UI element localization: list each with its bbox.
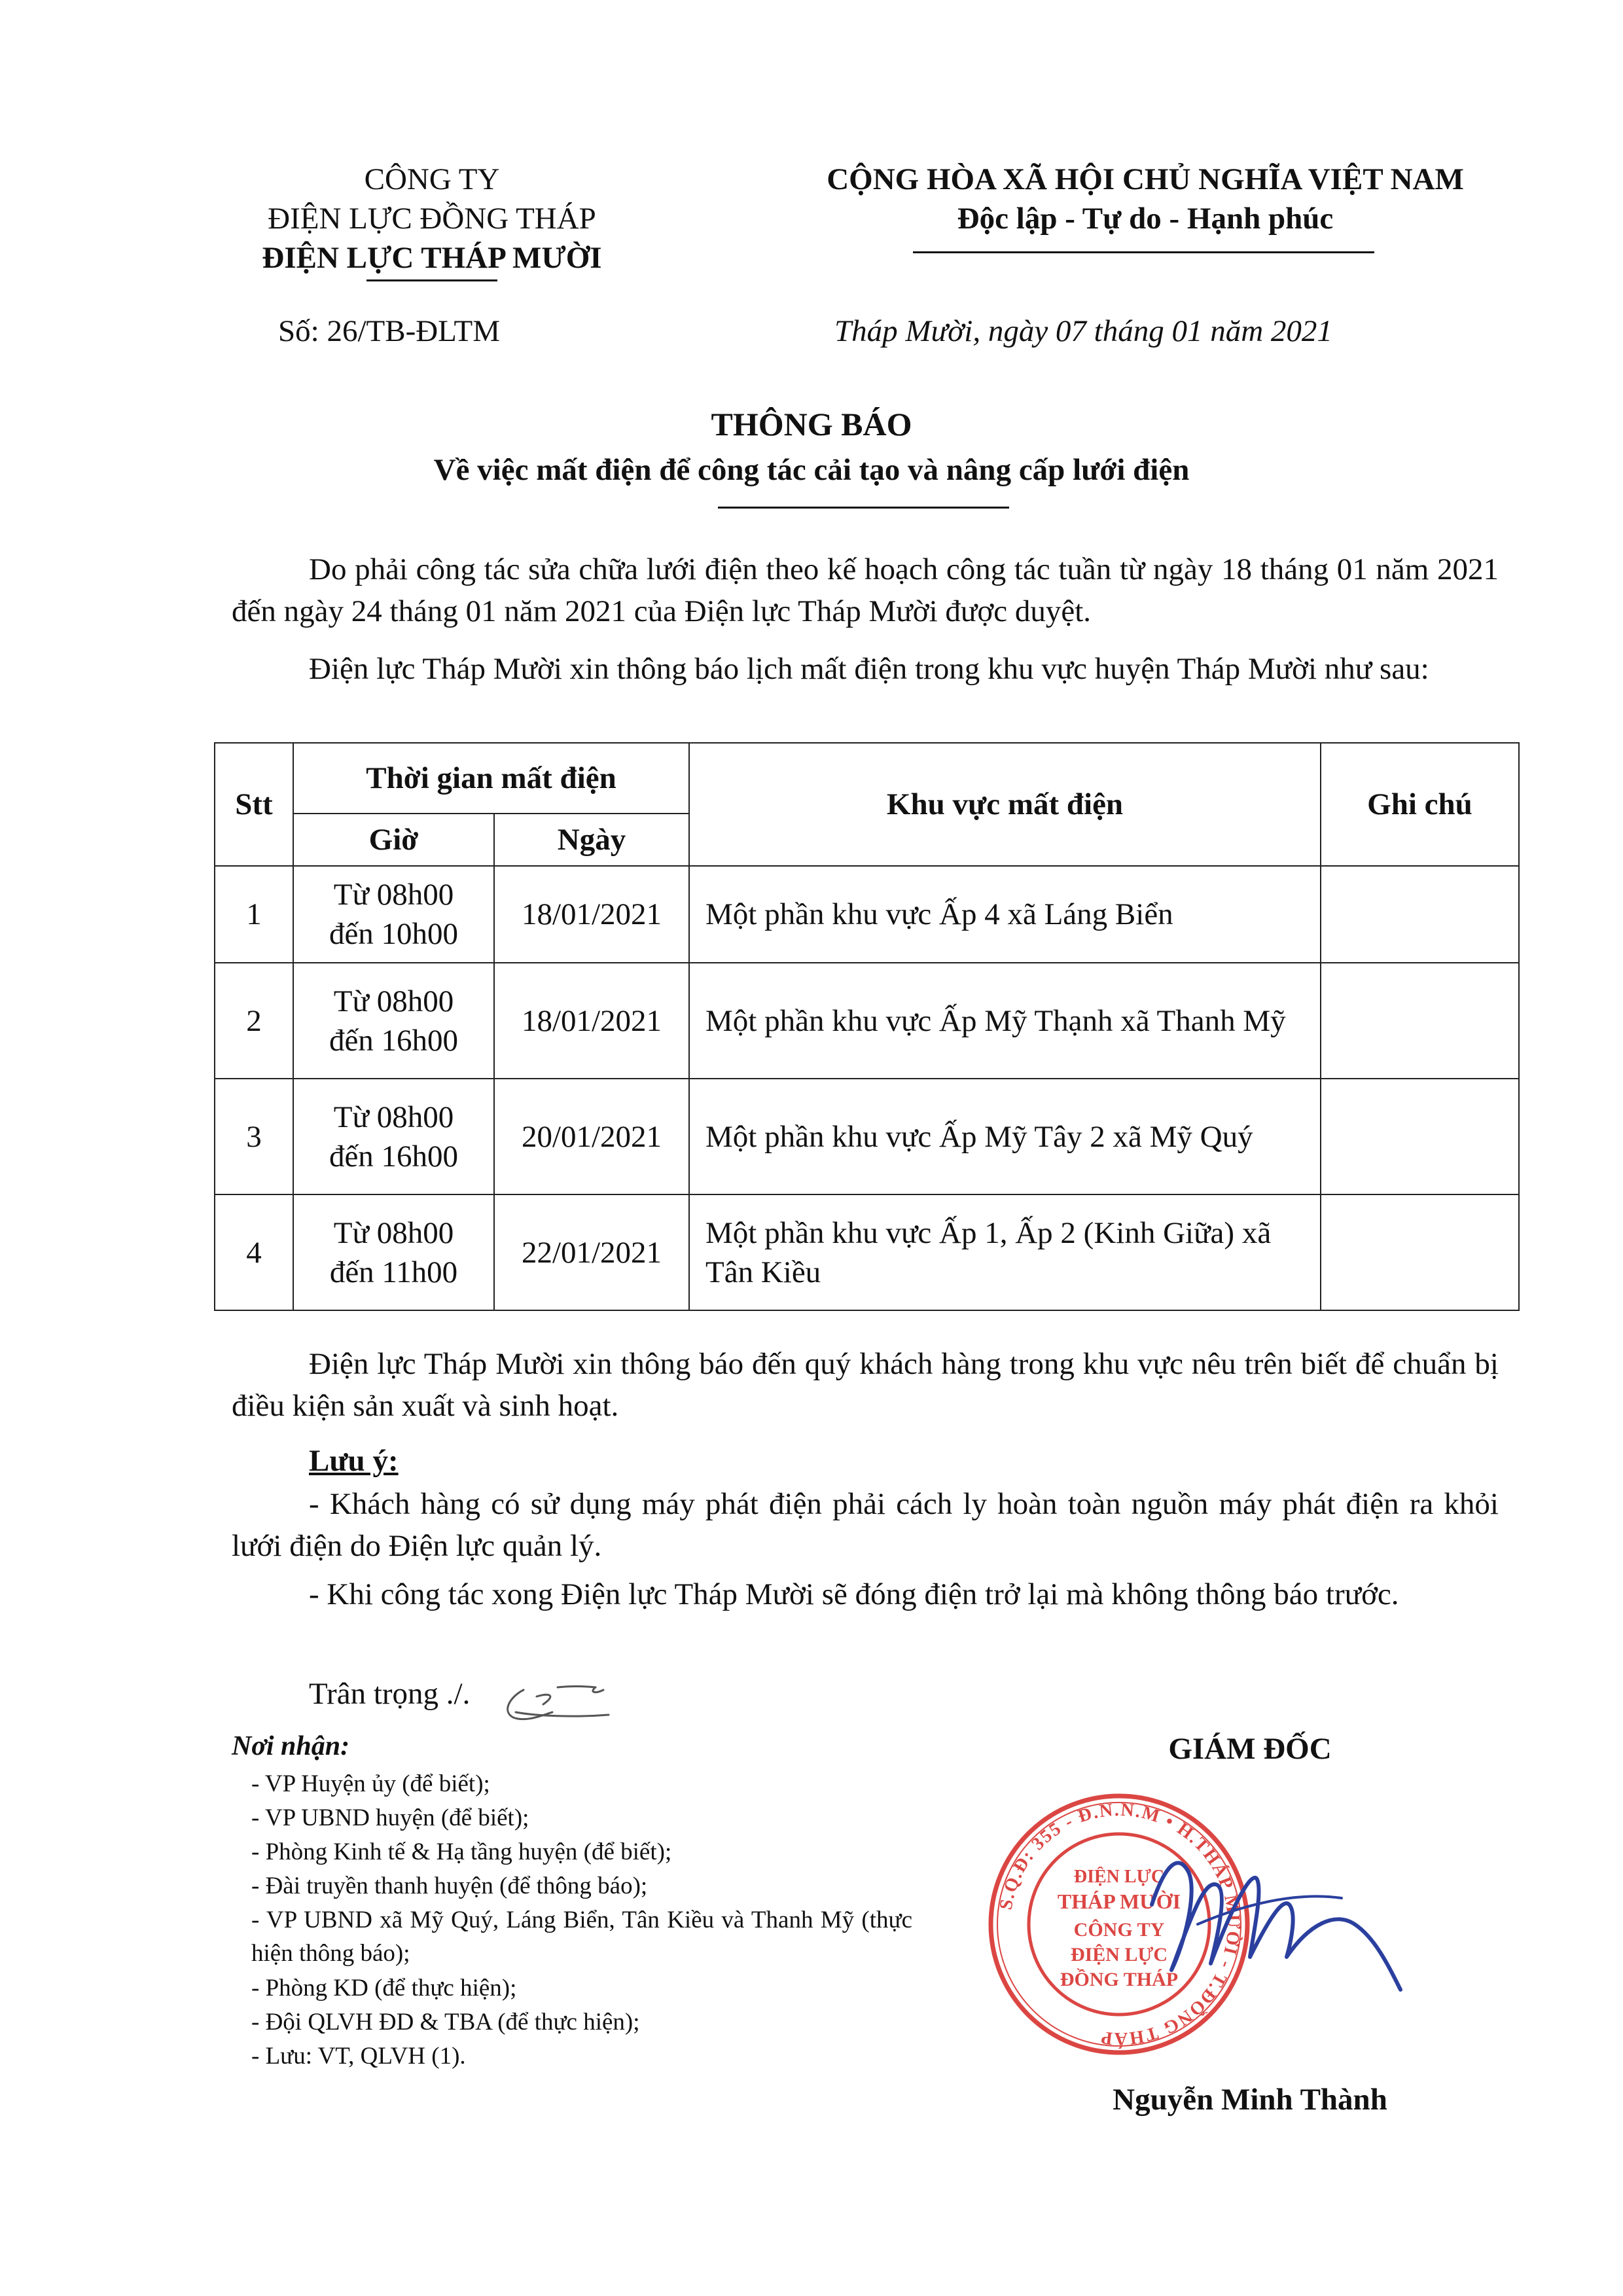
hour-to: đến 16h00: [329, 1023, 459, 1058]
recipient-item: - Phòng Kinh tế & Hạ tầng huyện (để biết);: [251, 1839, 672, 1865]
cell-date: 18/01/2021: [494, 963, 689, 1079]
customer-notice-paragraph: [232, 1343, 1499, 1427]
signer-name: Nguyễn Minh Thành: [1113, 2083, 1387, 2117]
intro-paragraph: [232, 548, 1499, 632]
cell-area: Một phần khu vực Ấp Mỹ Tây 2 xã Mỹ Quý: [689, 1079, 1321, 1194]
national-motto: Độc lập - Tự do - Hạnh phúc: [957, 202, 1334, 236]
document-subtitle: Về việc mất điện để công tác cải tạo và nâng cấp lưới điện: [433, 453, 1190, 487]
header-hour: Giờ: [293, 814, 494, 866]
note-generator-text: - Khách hàng có sử dụng máy phát điện phải cách ly hoàn toàn nguồn máy phát điện ra khỏi lưới điện do Điện lực quản lý.: [232, 1487, 1499, 1563]
outage-schedule-table: [214, 742, 1520, 1311]
org-name: ĐIỆN LỰC ĐỒNG THÁP: [268, 202, 596, 236]
cell-area: Một phần khu vực Ấp 1, Ấp 2 (Kinh Giữa) xã Tân Kiều: [689, 1194, 1321, 1310]
note-generator-paragraph: [232, 1483, 1499, 1567]
seal-inner-line: THÁP MƯỜI: [1057, 1890, 1181, 1913]
seal-inner-line: CÔNG TY: [1073, 1919, 1165, 1941]
org-parent-company: CÔNG TY: [364, 162, 500, 196]
note-reconnect-text: - Khi công tác xong Điện lực Tháp Mười sẽ đóng điện trở lại mà không thông báo trước.: [309, 1577, 1399, 1611]
cell-date: 20/01/2021: [494, 1079, 689, 1194]
hour-from: Từ 08h00: [333, 878, 454, 912]
hour-to: đến 16h00: [329, 1139, 459, 1174]
table-row: [215, 866, 1519, 963]
table-row: [215, 1079, 1519, 1194]
cell-stt: 3: [215, 1079, 293, 1194]
document-number: Số: 26/TB-ĐLTM: [278, 314, 501, 348]
cell-date: 22/01/2021: [494, 1194, 689, 1310]
recipient-item: - VP UBND huyện (để biết);: [251, 1804, 529, 1831]
title-underline: [718, 507, 1009, 509]
hour-from: Từ 08h00: [333, 1215, 454, 1250]
cell-hour: [293, 963, 494, 1079]
seal-inner-line: ĐỒNG THÁP: [1060, 1969, 1179, 1990]
cell-note: [1321, 866, 1519, 963]
hour-to: đến 10h00: [329, 917, 459, 951]
schedule-intro-text: Điện lực Tháp Mười xin thông báo lịch mất điện trong khu vực huyện Tháp Mười như sau:: [309, 652, 1429, 686]
seal-outer-text: S.Q.Đ: 355 - Đ.N.N.M • H.THÁP MƯỜI - T.ĐỒNG THÁP: [995, 1799, 1244, 2049]
cell-note: [1321, 1194, 1519, 1310]
org-underline: [366, 279, 497, 281]
header-outage-area: Khu vực mất điện: [689, 743, 1321, 866]
nation-title: CỘNG HÒA XÃ HỘI CHỦ NGHĨA VIỆT NAM: [827, 162, 1464, 196]
cell-note: [1321, 963, 1519, 1079]
closing-remark: Trân trọng ./.: [309, 1677, 471, 1711]
header-stt: Stt: [215, 743, 293, 866]
recipient-item: - Đài truyền thanh huyện (để thông báo);: [251, 1873, 648, 1899]
recipient-item: - Đội QLVH ĐD & TBA (để thực hiện);: [251, 2009, 640, 2036]
hour-from: Từ 08h00: [333, 984, 454, 1018]
header-note: Ghi chú: [1321, 743, 1519, 866]
document-title: THÔNG BÁO: [711, 406, 912, 442]
cell-stt: 4: [215, 1194, 293, 1310]
header-outage-time: Thời gian mất điện: [293, 743, 689, 814]
table-row: [215, 1194, 1519, 1310]
initials-mark: [497, 1677, 615, 1729]
org-unit: ĐIỆN LỰC THÁP MƯỜI: [262, 241, 602, 275]
recipients-label: Nơi nhận:: [232, 1731, 350, 1761]
recipient-item: - VP UBND xã Mỹ Quý, Láng Biển, Tân Kiều và Thanh Mỹ (thực hiện thông báo);: [251, 1907, 912, 1967]
cell-area: Một phần khu vực Ấp Mỹ Thạnh xã Thanh Mỹ: [689, 963, 1321, 1079]
cell-stt: 1: [215, 866, 293, 963]
intro-paragraph-text: Do phải công tác sửa chữa lưới điện theo kế hoạch công tác tuần từ ngày 18 tháng 01 năm 2021 đến ngày 24 tháng 01 năm 2021 của Điện lực Tháp Mười được duyệt.: [232, 552, 1499, 628]
seal-inner-line: ĐIỆN LỰC: [1070, 1944, 1168, 1965]
recipient-item: - VP Huyện ủy (để biết);: [251, 1770, 490, 1797]
hour-to: đến 11h00: [329, 1255, 458, 1289]
header-date: Ngày: [494, 814, 689, 866]
cell-hour: [293, 866, 494, 963]
schedule-intro-paragraph: [232, 648, 1499, 690]
customer-notice-text: Điện lực Tháp Mười xin thông báo đến quý khách hàng trong khu vực nêu trên biết để chuẩn bị điều kiện sản xuất và sinh hoạt.: [232, 1347, 1499, 1423]
recipient-item: - Phòng KD (để thực hiện);: [251, 1975, 517, 2001]
cell-stt: 2: [215, 963, 293, 1079]
motto-underline: [913, 251, 1374, 253]
note-reconnect-paragraph: [232, 1573, 1499, 1615]
cell-hour: [293, 1079, 494, 1194]
table-header-row: [215, 743, 1519, 814]
note-label: Lưu ý:: [309, 1444, 399, 1478]
cell-hour: [293, 1194, 494, 1310]
hour-from: Từ 08h00: [333, 1100, 454, 1134]
cell-area: Một phần khu vực Ấp 4 xã Láng Biển: [689, 866, 1321, 963]
cell-date: 18/01/2021: [494, 866, 689, 963]
recipient-item: - Lưu: VT, QLVH (1).: [251, 2043, 466, 2070]
signer-title: GIÁM ĐỐC: [1168, 1732, 1332, 1766]
seal-inner-line: ĐIỆN LỰC: [1073, 1867, 1165, 1887]
table-row: [215, 963, 1519, 1079]
director-signature: [1126, 1826, 1414, 2009]
cell-note: [1321, 1079, 1519, 1194]
place-and-date: Tháp Mười, ngày 07 tháng 01 năm 2021: [834, 314, 1332, 348]
